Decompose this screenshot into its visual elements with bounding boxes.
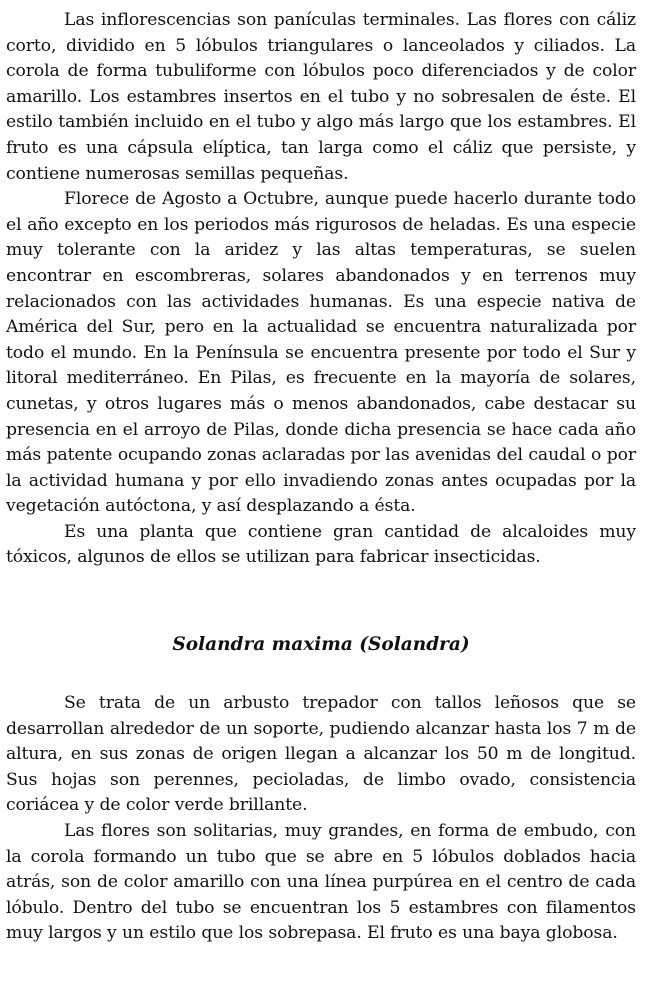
paragraph-toxicity: Es una planta que contiene gran cantidad de alcaloides muy tóxicos, algunos de ellos se utilizan para fabricar insecticidas. xyxy=(6,521,636,568)
paragraph-flowering-habitat: Florece de Agosto a Octubre, aunque puede hacerlo durante todo el año excepto en los periodos más rigurosos de heladas. Es una especie muy tolerante con la aridez y las altas temperaturas, se suelen encontrar en escombreras, solares abandonados y en terrenos muy relacionados con las actividades humanas. Es una especie nativa de América del Sur, pero en la actualidad se encuentra naturalizada por todo el mundo. En la Península se encuentra presente por todo el Sur y litoral mediterráneo. En Pilas, es frecuente en la mayoría de solares, cunetas, y otros lugares más o menos abandonados, cabe destacar su presencia en el arroyo de Pilas, donde dicha presencia se hace cada año más patente ocupando zonas aclaradas por las avenidas del caudal o por la actividad humana y por ello invadiendo zonas antes ocupadas por la vegetación autóctona, y así desplazando a ésta. xyxy=(6,189,636,517)
section-heading-solandra: Solandra maxima (Solandra) xyxy=(172,634,470,656)
document-page xyxy=(6,8,636,947)
paragraph-flowers-description: Las flores son solitarias, muy grandes, en forma de embudo, con la corola formando un tubo que se abre en 5 lóbulos doblados hacia atrás, son de color amarillo con una línea purpúrea en el centro de cada lóbulo. Dentro del tubo se encuentran los 5 estambres con filamentos muy largos y un estilo que los sobrepasa. El fruto es una baya globosa. xyxy=(6,821,636,944)
spacer xyxy=(6,571,636,632)
paragraph-inflorescences: Las inflorescencias son panículas terminales. Las flores con cáliz corto, dividido en 5 lóbulos triangulares o lanceolados y ciliados. La corola de forma tubuliforme con lóbulos poco diferenciados y de color amarillo. Los estambres insertos en el tubo y no sobresalen de éste. El estilo también incluido en el tubo y algo más largo que los estambres. El fruto es una cápsula elíptica, tan larga como el cáliz que persiste, y contiene numerosas semillas pequeñas. xyxy=(6,10,636,184)
spacer xyxy=(6,658,636,691)
paragraph-shrub-description: Se trata de un arbusto trepador con tallos leñosos que se desarrollan alrededor de un soporte, pudiendo alcanzar hasta los 7 m de altura, en sus zonas de origen llegan a alcanzar los 50 m de longitud. Sus hojas son perennes, pecioladas, de limbo ovado, consistencia coriácea y de color verde brillante. xyxy=(6,693,636,816)
